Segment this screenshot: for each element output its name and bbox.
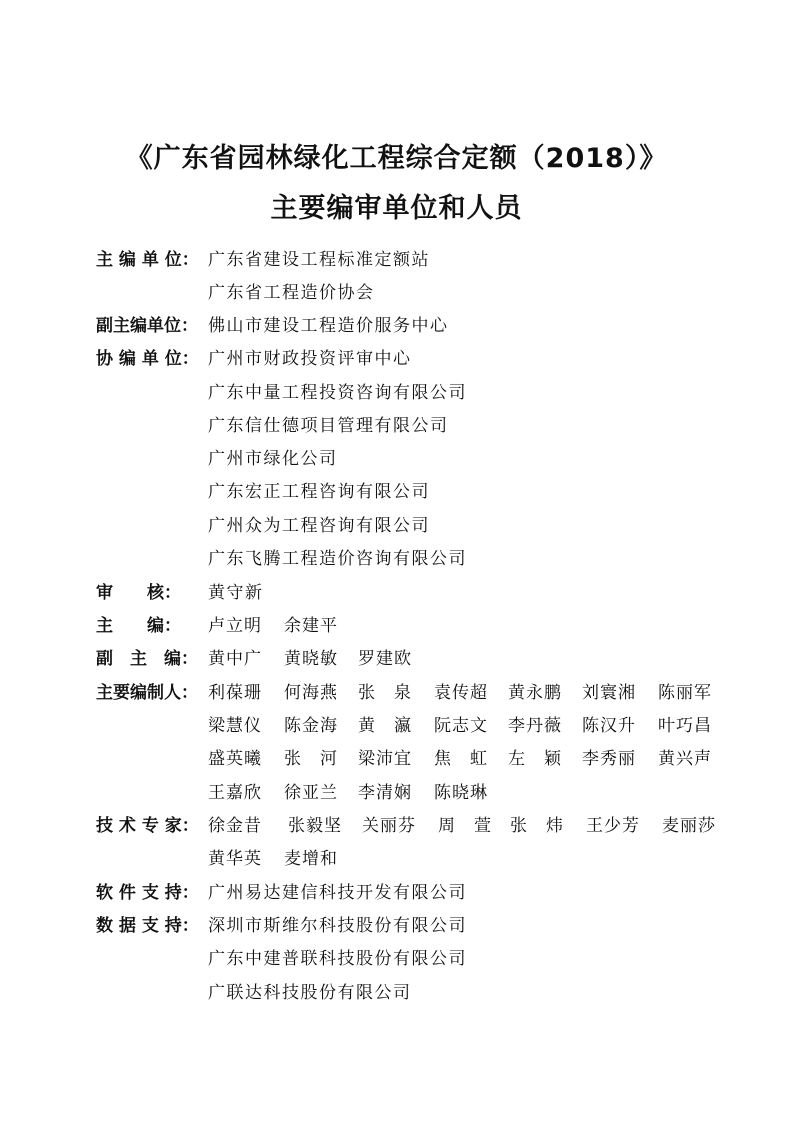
data-support-company: 广联达科技股份有限公司 bbox=[208, 983, 412, 1003]
person-name: 利葆珊 bbox=[208, 683, 262, 703]
person-name: 徐亚兰 bbox=[284, 783, 338, 803]
person-name: 何海燕 bbox=[284, 683, 338, 703]
person-name: 周 萱 bbox=[438, 816, 492, 836]
person-name: 李丹薇 bbox=[508, 716, 562, 736]
person-name: 梁慧仪 bbox=[208, 716, 262, 736]
person-name: 陈丽军 bbox=[658, 683, 712, 703]
person-name: 王少芳 bbox=[586, 816, 640, 836]
co-editor-units-label: 协 编 单 位： bbox=[96, 349, 199, 369]
person-name: 余建平 bbox=[284, 616, 338, 636]
editor-units-label: 主 编 单 位： bbox=[96, 250, 199, 270]
person-name: 张 河 bbox=[284, 749, 338, 769]
software-support-label: 软 件 支 持： bbox=[96, 883, 199, 903]
co-editor-unit: 广州众为工程咨询有限公司 bbox=[208, 516, 430, 536]
co-editor-unit: 广东中量工程投资咨询有限公司 bbox=[208, 383, 467, 403]
person-name: 徐金昔 bbox=[208, 816, 262, 836]
co-editor-unit: 广东宏正工程咨询有限公司 bbox=[208, 482, 430, 502]
deputy-chief-editor-names bbox=[208, 645, 708, 673]
person-name: 张 炜 bbox=[510, 816, 564, 836]
person-name: 李清娴 bbox=[358, 783, 412, 803]
chief-editor-label: 主 编： bbox=[96, 616, 181, 636]
person-name: 卢立明 bbox=[208, 616, 262, 636]
person-name: 张毅坚 bbox=[288, 816, 342, 836]
editor-unit: 广东省工程造价协会 bbox=[208, 283, 375, 303]
main-editors-names bbox=[208, 679, 712, 707]
person-name: 左 颖 bbox=[508, 749, 562, 769]
person-name: 黄兴声 bbox=[658, 749, 712, 769]
co-editor-unit: 广东信仕德项目管理有限公司 bbox=[208, 416, 449, 436]
person-name: 陈汉升 bbox=[582, 716, 636, 736]
person-name: 黄中广 bbox=[208, 649, 262, 669]
person-name: 张 泉 bbox=[358, 683, 412, 703]
person-name: 叶巧昌 bbox=[658, 716, 712, 736]
person-name: 黄 瀛 bbox=[358, 716, 412, 736]
data-support-company: 广东中建普联科技股份有限公司 bbox=[208, 949, 467, 969]
deputy-editor-unit: 佛山市建设工程造价服务中心 bbox=[208, 316, 449, 336]
main-editors-names bbox=[208, 712, 712, 740]
tech-experts-names bbox=[208, 845, 708, 873]
person-name: 黄华英 bbox=[208, 849, 262, 869]
main-editors-label: 主要编制人： bbox=[96, 683, 198, 703]
data-support-company: 深圳市斯维尔科技股份有限公司 bbox=[208, 916, 467, 936]
person-name: 刘寰湘 bbox=[582, 683, 636, 703]
person-name: 罗建欧 bbox=[358, 649, 412, 669]
co-editor-unit: 广东飞腾工程造价咨询有限公司 bbox=[208, 549, 467, 569]
person-name: 黄永鹏 bbox=[508, 683, 562, 703]
tech-experts-names bbox=[208, 812, 716, 840]
person-name: 焦 虹 bbox=[434, 749, 488, 769]
person-name: 李秀丽 bbox=[582, 749, 636, 769]
person-name: 关丽芬 bbox=[362, 816, 416, 836]
person-name: 梁沛宜 bbox=[358, 749, 412, 769]
person-name: 王嘉欣 bbox=[208, 783, 262, 803]
person-name: 陈金海 bbox=[284, 716, 338, 736]
co-editor-unit: 广州市绿化公司 bbox=[208, 449, 338, 469]
tech-experts-label: 技 术 专 家： bbox=[96, 816, 199, 836]
chief-editor-names bbox=[208, 612, 708, 640]
co-editor-unit: 广州市财政投资评审中心 bbox=[208, 349, 412, 369]
document-title-line2: 主要编审单位和人员 bbox=[270, 193, 523, 224]
reviewer-label: 审 核： bbox=[96, 583, 181, 603]
person-name: 陈晓琳 bbox=[434, 783, 488, 803]
main-editors-names bbox=[208, 745, 712, 773]
editor-unit: 广东省建设工程标准定额站 bbox=[208, 250, 430, 270]
deputy-chief-editor-label: 副 主 编： bbox=[96, 649, 198, 669]
person-name: 阮志文 bbox=[434, 716, 488, 736]
person-name: 袁传超 bbox=[434, 683, 488, 703]
person-name: 盛英曦 bbox=[208, 749, 262, 769]
data-support-label: 数 据 支 持： bbox=[96, 916, 199, 936]
reviewer-name: 黄守新 bbox=[208, 583, 264, 603]
person-name: 麦增和 bbox=[284, 849, 338, 869]
main-editors-names bbox=[208, 779, 708, 807]
person-name: 麦丽莎 bbox=[662, 816, 716, 836]
deputy-editor-unit-label: 副主编单位： bbox=[96, 316, 198, 336]
person-name: 黄晓敏 bbox=[284, 649, 338, 669]
document-title-line1: 《广东省园林绿化工程综合定额（2018）》 bbox=[125, 143, 668, 174]
software-support-company: 广州易达建信科技开发有限公司 bbox=[208, 883, 467, 903]
